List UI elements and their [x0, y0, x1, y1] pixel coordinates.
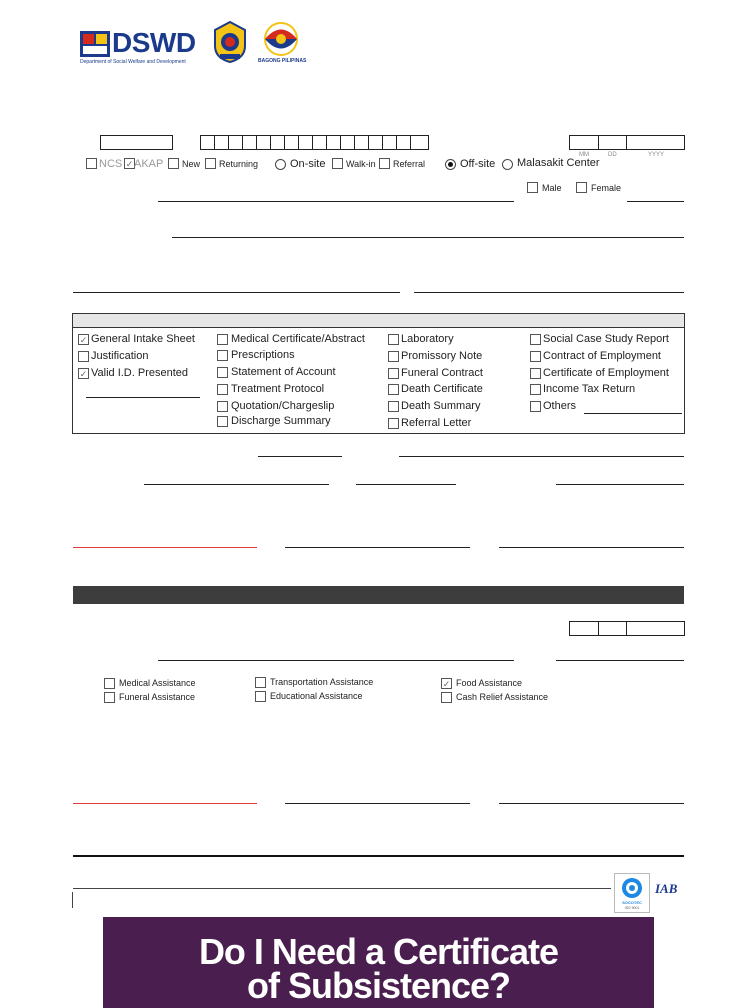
- akap-checkbox[interactable]: ✓: [125, 159, 134, 169]
- signature-line[interactable]: [499, 803, 684, 804]
- req-col3-item: Death Certificate: [401, 383, 483, 395]
- medical-assistance-checkbox[interactable]: [104, 678, 115, 689]
- new-checkbox[interactable]: [168, 158, 179, 169]
- field-line[interactable]: [556, 484, 684, 485]
- dswd-seal-icon: [212, 20, 248, 64]
- address-line[interactable]: [172, 237, 684, 238]
- socotec-badge: [614, 873, 650, 913]
- social-case-study-checkbox[interactable]: [530, 334, 541, 345]
- ncs-label: NCS: [99, 158, 123, 170]
- funeral-assistance-label: Funeral Assistance: [119, 692, 196, 702]
- agency-name: DSWD: [112, 27, 196, 58]
- dswd-emblem-icon: [80, 31, 110, 57]
- field-line[interactable]: [399, 456, 684, 457]
- referral-label: Referral: [393, 159, 426, 169]
- food-assistance-label: Food Assistance: [456, 678, 523, 688]
- requirements-header-bar: [73, 314, 684, 328]
- malasakit-radio[interactable]: [502, 159, 513, 170]
- footer-left-tick: [72, 892, 73, 908]
- off-site-radio[interactable]: [445, 159, 456, 170]
- req-col4-item: Income Tax Return: [543, 383, 636, 395]
- income-tax-return-checkbox[interactable]: [530, 384, 541, 395]
- death-certificate-checkbox[interactable]: [388, 384, 399, 395]
- discharge-summary-checkbox[interactable]: [217, 416, 228, 427]
- cash-relief-assistance-checkbox[interactable]: [441, 692, 452, 703]
- funeral-contract-checkbox[interactable]: [388, 368, 399, 379]
- socotec-icon: [615, 876, 649, 900]
- req-col4-item: Others: [543, 400, 577, 412]
- male-checkbox[interactable]: [527, 182, 538, 193]
- general-intake-checkbox[interactable]: ✓: [79, 335, 88, 345]
- req-col3-item: Promissory Note: [401, 350, 483, 362]
- returning-checkbox[interactable]: [205, 158, 216, 169]
- new-label: New: [182, 159, 201, 169]
- others-line[interactable]: [584, 413, 682, 414]
- banner-title-line1: Do I Need a Certificate: [198, 931, 559, 972]
- promissory-note-checkbox[interactable]: [388, 351, 399, 362]
- valid-id-checkbox[interactable]: ✓: [79, 369, 88, 379]
- iso-label: ISO 9001: [624, 906, 640, 910]
- medical-assistance-label: Medical Assistance: [119, 678, 196, 688]
- date-line-2[interactable]: [556, 660, 684, 661]
- date-boxes[interactable]: [569, 135, 685, 150]
- statement-of-account-checkbox[interactable]: [217, 367, 228, 378]
- treatment-protocol-checkbox[interactable]: [217, 384, 228, 395]
- req-col3-item: Referral Letter: [401, 417, 472, 429]
- transportation-assistance-checkbox[interactable]: [255, 677, 266, 688]
- req-col2-item: Statement of Account: [231, 366, 336, 378]
- male-label: Male: [542, 183, 562, 193]
- req-col4-item: Social Case Study Report: [543, 333, 669, 345]
- on-site-radio[interactable]: [275, 159, 286, 170]
- req-col2-item: Medical Certificate/Abstract: [231, 333, 365, 345]
- field-line[interactable]: [144, 484, 329, 485]
- footer-thin-line: [73, 888, 611, 889]
- akap-label: AKAP: [134, 158, 164, 170]
- signature-line[interactable]: [499, 547, 684, 548]
- req-col1-item: Valid I.D. Presented: [91, 367, 189, 379]
- date-yyyy-label: YYYY: [648, 152, 665, 158]
- female-label: Female: [591, 183, 622, 193]
- cash-relief-assistance-label: Cash Relief Assistance: [456, 692, 549, 702]
- footer-divider: [73, 855, 684, 857]
- req-col2-item: Prescriptions: [231, 349, 295, 361]
- req-col1-item: Justification: [91, 350, 149, 362]
- banner-title-line2: of Subsistence?: [246, 965, 511, 1006]
- control-number-box[interactable]: [100, 135, 173, 150]
- req-col1-item: General Intake Sheet: [91, 333, 195, 345]
- iab-logo-text: IAB: [655, 881, 678, 896]
- certificate-of-employment-checkbox[interactable]: [530, 368, 541, 379]
- walk-in-checkbox[interactable]: [332, 158, 343, 169]
- contract-of-employment-checkbox[interactable]: [530, 351, 541, 362]
- req-col3-item: Laboratory: [401, 333, 454, 345]
- date-dd-label: DD: [608, 152, 617, 158]
- female-checkbox[interactable]: [576, 182, 587, 193]
- socotec-label: SOCOTEC: [622, 900, 642, 905]
- prescriptions-checkbox[interactable]: [217, 350, 228, 361]
- educational-assistance-label: Educational Assistance: [270, 691, 363, 701]
- name-line-2[interactable]: [158, 660, 514, 661]
- section-header-bar: [73, 586, 684, 604]
- req-col3-item: Funeral Contract: [401, 367, 483, 379]
- date-mm-label: MM: [579, 152, 589, 158]
- date-boxes-2[interactable]: [569, 621, 685, 636]
- field-line[interactable]: [258, 456, 342, 457]
- returning-label: Returning: [219, 159, 259, 169]
- signature-line[interactable]: [285, 547, 470, 548]
- title-banner: [103, 917, 654, 1008]
- dswd-logo: [80, 28, 204, 66]
- valid-id-line[interactable]: [86, 397, 200, 398]
- age-line[interactable]: [627, 201, 684, 202]
- info-line-left[interactable]: [73, 292, 400, 293]
- funeral-assistance-checkbox[interactable]: [104, 692, 115, 703]
- bagong-pilipinas-icon: [258, 20, 304, 58]
- medical-certificate-checkbox[interactable]: [217, 334, 228, 345]
- req-col2-item: Quotation/Chargeslip: [231, 400, 335, 412]
- laboratory-checkbox[interactable]: [388, 334, 399, 345]
- bagong-pilipinas-text: BAGONG PILIPINAS: [258, 58, 307, 64]
- signature-line-red[interactable]: [73, 547, 257, 548]
- signature-line-red[interactable]: [73, 803, 257, 804]
- transportation-assistance-label: Transportation Assistance: [270, 677, 374, 687]
- info-line-right[interactable]: [414, 292, 684, 293]
- req-col2-item: Discharge Summary: [231, 415, 331, 427]
- field-line[interactable]: [356, 484, 456, 485]
- justification-checkbox[interactable]: [78, 351, 89, 362]
- walk-in-label: Walk-in: [346, 159, 376, 169]
- on-site-label: On-site: [290, 158, 326, 170]
- quotation-checkbox[interactable]: [217, 401, 228, 412]
- others-checkbox[interactable]: [530, 401, 541, 412]
- off-site-label: Off-site: [460, 158, 496, 170]
- req-col2-item: Treatment Protocol: [231, 383, 325, 395]
- referral-letter-checkbox[interactable]: [388, 418, 399, 429]
- name-line[interactable]: [158, 201, 514, 202]
- req-col3-item: Death Summary: [401, 400, 481, 412]
- req-col4-item: Certificate of Employment: [543, 367, 669, 379]
- iab-badge: [653, 875, 684, 911]
- ncs-checkbox[interactable]: [86, 158, 97, 169]
- food-assistance-checkbox[interactable]: ✓: [442, 679, 451, 689]
- signature-line[interactable]: [285, 803, 470, 804]
- bagong-pilipinas-logo: [258, 20, 307, 66]
- death-summary-checkbox[interactable]: [388, 401, 399, 412]
- educational-assistance-checkbox[interactable]: [255, 691, 266, 702]
- agency-fullname: Department of Social Welfare and Development: [80, 59, 186, 65]
- malasakit-label: Malasakit Center: [517, 157, 600, 169]
- req-col4-item: Contract of Employment: [543, 350, 661, 362]
- referral-checkbox[interactable]: [379, 158, 390, 169]
- reference-number-boxes[interactable]: [200, 135, 429, 150]
